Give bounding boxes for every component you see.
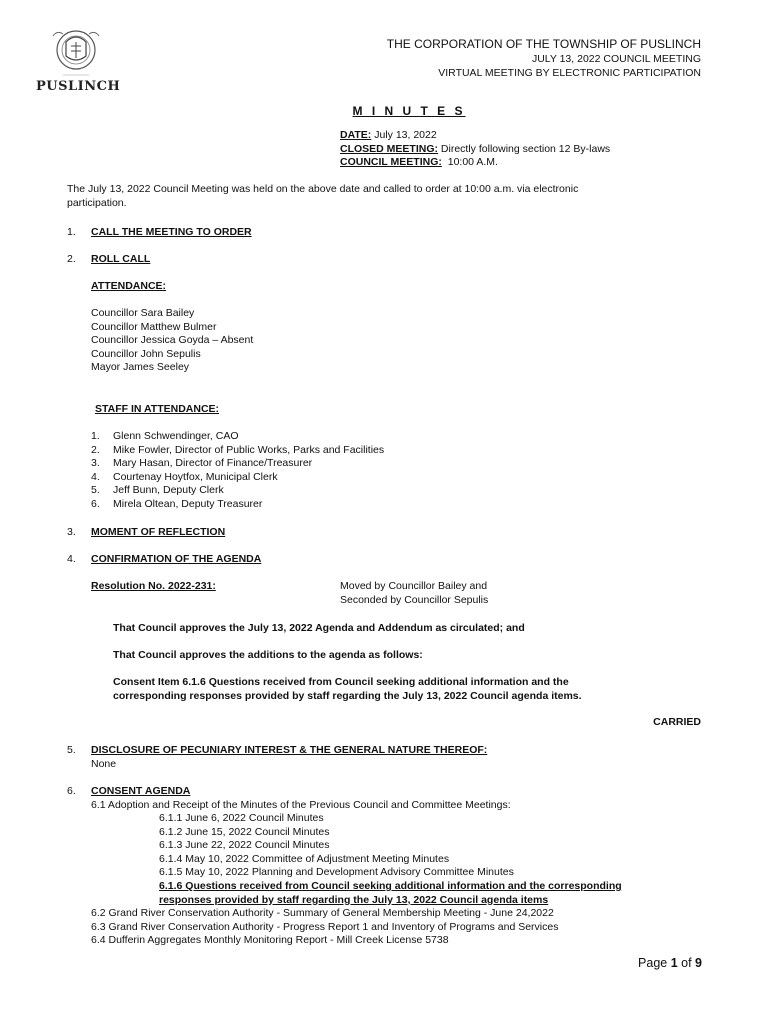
header-meeting: JULY 13, 2022 COUNCIL MEETING — [531, 53, 701, 65]
section-number: 5. — [67, 744, 76, 756]
list-item: 6.1.5 May 10, 2022 Planning and Development Advisory Committee Minutes — [159, 866, 514, 879]
township-logo — [33, 22, 119, 104]
meta-council: COUNCIL MEETING: 10:00 A.M. — [340, 156, 498, 169]
list-item: 6. Mirela Oltean, Deputy Treasurer — [91, 497, 263, 510]
resolution-text: Consent Item 6.1.6 Questions received from Council seeking additional information and the corresponding responses provided by staff regarding the July 13, 2022 Council agenda items. — [113, 676, 582, 702]
section-title: CONFIRMATION OF THE AGENDA — [91, 553, 262, 565]
list-item: 6.1.4 May 10, 2022 Committee of Adjustment Meeting Minutes — [159, 852, 450, 865]
meta-date: DATE: July 13, 2022 — [340, 129, 437, 141]
section-number: 4. — [67, 553, 76, 565]
intro-paragraph — [67, 183, 578, 210]
section-title: MOMENT OF REFLECTION — [91, 526, 226, 538]
list-item: 3. Mary Hasan, Director of Finance/Treasurer — [91, 457, 313, 470]
meta-closed: CLOSED MEETING: Directly following section 12 By-laws — [340, 142, 611, 155]
page-number: Page 1 of 9 — [638, 956, 702, 970]
section-number: 3. — [67, 526, 76, 538]
section-number: 6. — [67, 785, 76, 797]
list-item: Councillor John Sepulis — [91, 347, 201, 360]
resolution-label: Resolution No. 2022-231: — [91, 580, 216, 592]
consent-sublist — [159, 812, 622, 907]
section-number: 2. — [67, 253, 76, 265]
list-item: 1. Glenn Schwendinger, CAO — [91, 430, 239, 442]
staff-label: STAFF IN ATTENDANCE: — [95, 403, 220, 415]
list-item: 6.4 Dufferin Aggregates Monthly Monitoring Report - Mill Creek License 5738 — [91, 934, 449, 947]
list-item: 2. Mike Fowler, Director of Public Works, Parks and Facilities — [91, 443, 385, 456]
list-item: 6.3 Grand River Conservation Authority - Progress Report 1 and Inventory of Programs and Services — [91, 920, 559, 933]
list-item: Councillor Matthew Bulmer — [91, 320, 217, 333]
section-body: None — [91, 758, 117, 770]
section-title: CALL THE MEETING TO ORDER — [91, 226, 252, 238]
attendance-label: ATTENDANCE: — [91, 280, 167, 292]
list-item: 6.2 Grand River Conservation Authority - Summary of General Membership Meeting - June 24,2022 — [91, 907, 554, 919]
resolution-text: That Council approves the July 13, 2022 Agenda and Addendum as circulated; and — [113, 622, 525, 634]
list-item: 6.1.1 June 6, 2022 Council Minutes — [159, 812, 324, 824]
list-item-added: 6.1.6 Questions received from Council seeking additional information and the corresponding — [159, 879, 622, 892]
list-item: 6.1.3 June 22, 2022 Council Minutes — [159, 839, 330, 852]
list-item-added: responses provided by staff regarding the July 13, 2022 Council agenda items — [159, 893, 549, 906]
moved-by: Moved by Councillor Bailey and — [340, 580, 488, 592]
staff-list — [91, 430, 384, 512]
list-item: 4. Courtenay Hoytfox, Municipal Clerk — [91, 470, 278, 483]
section-title: DISCLOSURE OF PECUNIARY INTEREST & THE GENERAL NATURE THEREOF: — [91, 744, 488, 756]
resolution-text: That Council approves the additions to the agenda as follows: — [113, 649, 423, 661]
list-item: 5. Jeff Bunn, Deputy Clerk — [91, 484, 224, 497]
consent-item: 6.1 Adoption and Receipt of the Minutes of the Previous Council and Committee Meetings: — [91, 799, 511, 811]
section-number: 1. — [67, 226, 76, 238]
logo-text: PUSLINCH — [36, 79, 121, 94]
resolution-movers — [340, 580, 488, 607]
seconded-by: Seconded by Councillor Sepulis — [340, 593, 489, 606]
list-item: 6.1.2 June 15, 2022 Council Minutes — [159, 825, 330, 838]
intro-line: The July 13, 2022 Council Meeting was held on the above date and called to order at 10:00 a.m. via electronic — [67, 183, 579, 195]
list-item: Councillor Jessica Goyda – Absent — [91, 334, 254, 347]
intro-line: participation. — [67, 196, 127, 209]
section-title: ROLL CALL — [91, 253, 151, 265]
consent-items — [91, 907, 558, 948]
resolution-result: CARRIED — [653, 716, 701, 728]
page-title: M I N U T E S — [352, 104, 466, 118]
header-virtual: VIRTUAL MEETING BY ELECTRONIC PARTICIPATION — [438, 67, 701, 79]
list-item: Councillor Sara Bailey — [91, 307, 195, 319]
list-item: Mayor James Seeley — [91, 361, 190, 374]
attendance-list — [91, 307, 253, 375]
meeting-meta — [340, 129, 610, 170]
section-title: CONSENT AGENDA — [91, 785, 191, 797]
header-corporation: THE CORPORATION OF THE TOWNSHIP OF PUSLINCH — [386, 37, 701, 51]
